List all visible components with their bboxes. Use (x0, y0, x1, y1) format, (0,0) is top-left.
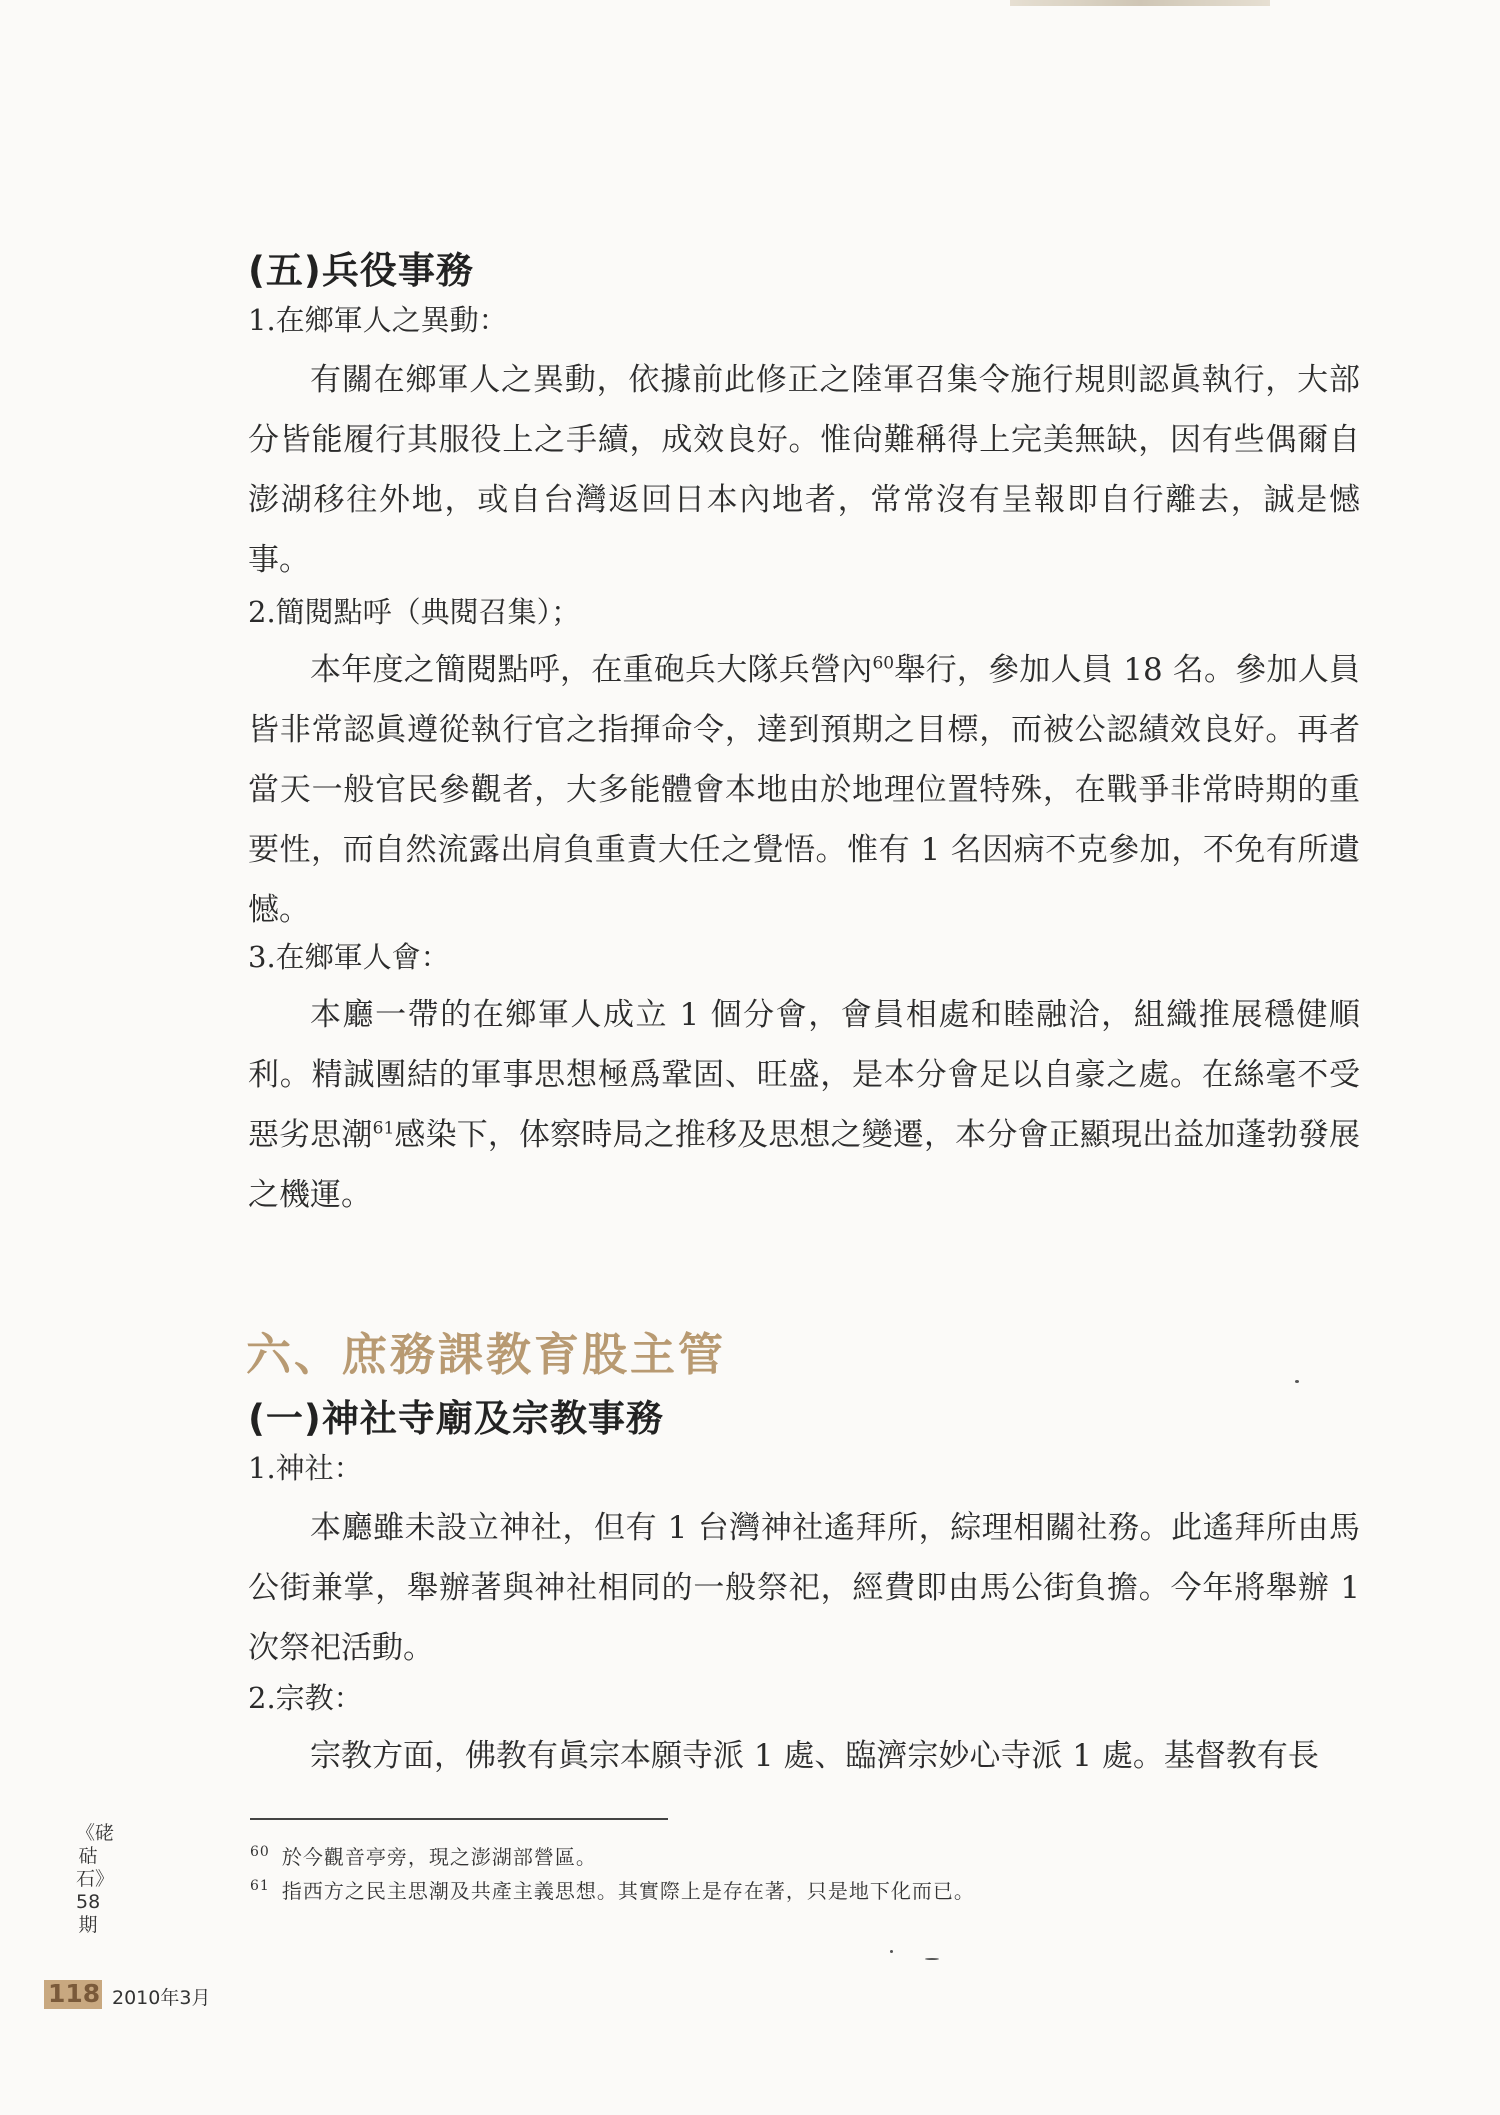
footnote-ref-61[interactable]: 61 (372, 1118, 395, 1139)
journal-title-vertical: 《硓𥑮石》58期 (76, 1822, 115, 1936)
paragraph-roll-call: 本年度之簡閱點呼，在重砲兵大隊兵營內$^{60}$舉行，參加人員 18 名。參加人員皆非常認眞遵從執行官之指揮命令，達到預期之目標，而被公認績效良好。再者當天一般官民參觀者，大多能體會本地由於地理位置特殊，在戰爭非常時期的重要性，而自然流露出肩負重責大任之覺悟。惟有 1 名因病不克參加，不免有所遺憾。 (248, 652, 1361, 928)
item-title-shrine: 1.神社： (248, 1451, 363, 1485)
issue-date: 2010年3月 (112, 1987, 211, 2009)
chapter-heading-general-affairs: 六、庶務課教育股主管 (246, 1328, 727, 1381)
paragraph-reservist-association: 本廳一帶的在鄉軍人成立 1 個分會，會員相處和睦融洽，組織推展穩健順利。精誠團結的軍事思想極爲鞏固、旺盛，是本分會足以自豪之處。在絲毫不受惡劣思潮$^{61}$感染下，体察時局之推移及思想之變遷，本分會正顯現出益加蓬勃發展之機運。 (248, 997, 1361, 1213)
scan-speck (925, 1958, 939, 1960)
paragraph-shrine: 本廳雖未設立神社，但有 1 台灣神社遙拜所，綜理相關社務。此遙拜所由馬公街兼掌，舉辦著與神社相同的一般祭祀，經費即由馬公街負擔。今年將舉辦 1 次祭祀活動。 (248, 1510, 1360, 1666)
header-decoration-bar (1010, 0, 1270, 6)
footnote-60: $^{60}$ 於今觀音亭旁，現之澎湖部營區。 (250, 1844, 597, 1869)
item-title-reservist-changes: 1.在鄉軍人之異動： (248, 303, 508, 337)
footnote-ref-60[interactable]: 60 (872, 653, 895, 674)
item-title-reservist-association: 3.在鄉軍人會： (248, 940, 450, 974)
section-heading-military-service: (五)兵役事務 (248, 249, 474, 292)
scan-speck (890, 1950, 893, 1953)
page-number: 118 (48, 1979, 101, 2008)
scan-speck (1295, 1380, 1299, 1383)
paragraph-reservist-changes: 有關在鄉軍人之異動，依據前此修正之陸軍召集令施行規則認眞執行，大部分皆能履行其服役上之手續，成效良好。惟尙難稱得上完美無缺，因有些偶爾自澎湖移往外地，或自台灣返回日本內地者，常常沒有呈報即自行離去，誠是憾事。 (248, 362, 1360, 578)
section-heading-shrines-religion: (一)神社寺廟及宗教事務 (248, 1397, 664, 1440)
footnote-divider (250, 1818, 668, 1820)
footnote-61: $^{61}$ 指西方之民主思潮及共產主義思想。其實際上是存在著，只是地下化而已。 (250, 1878, 975, 1903)
item-title-religion: 2.宗教： (248, 1681, 363, 1715)
paragraph-religion: 宗教方面，佛教有眞宗本願寺派 1 處、臨濟宗妙心寺派 1 處。基督教有長 (310, 1738, 1319, 1774)
item-title-roll-call: 2.簡閱點呼（典閱召集）； (248, 595, 581, 629)
